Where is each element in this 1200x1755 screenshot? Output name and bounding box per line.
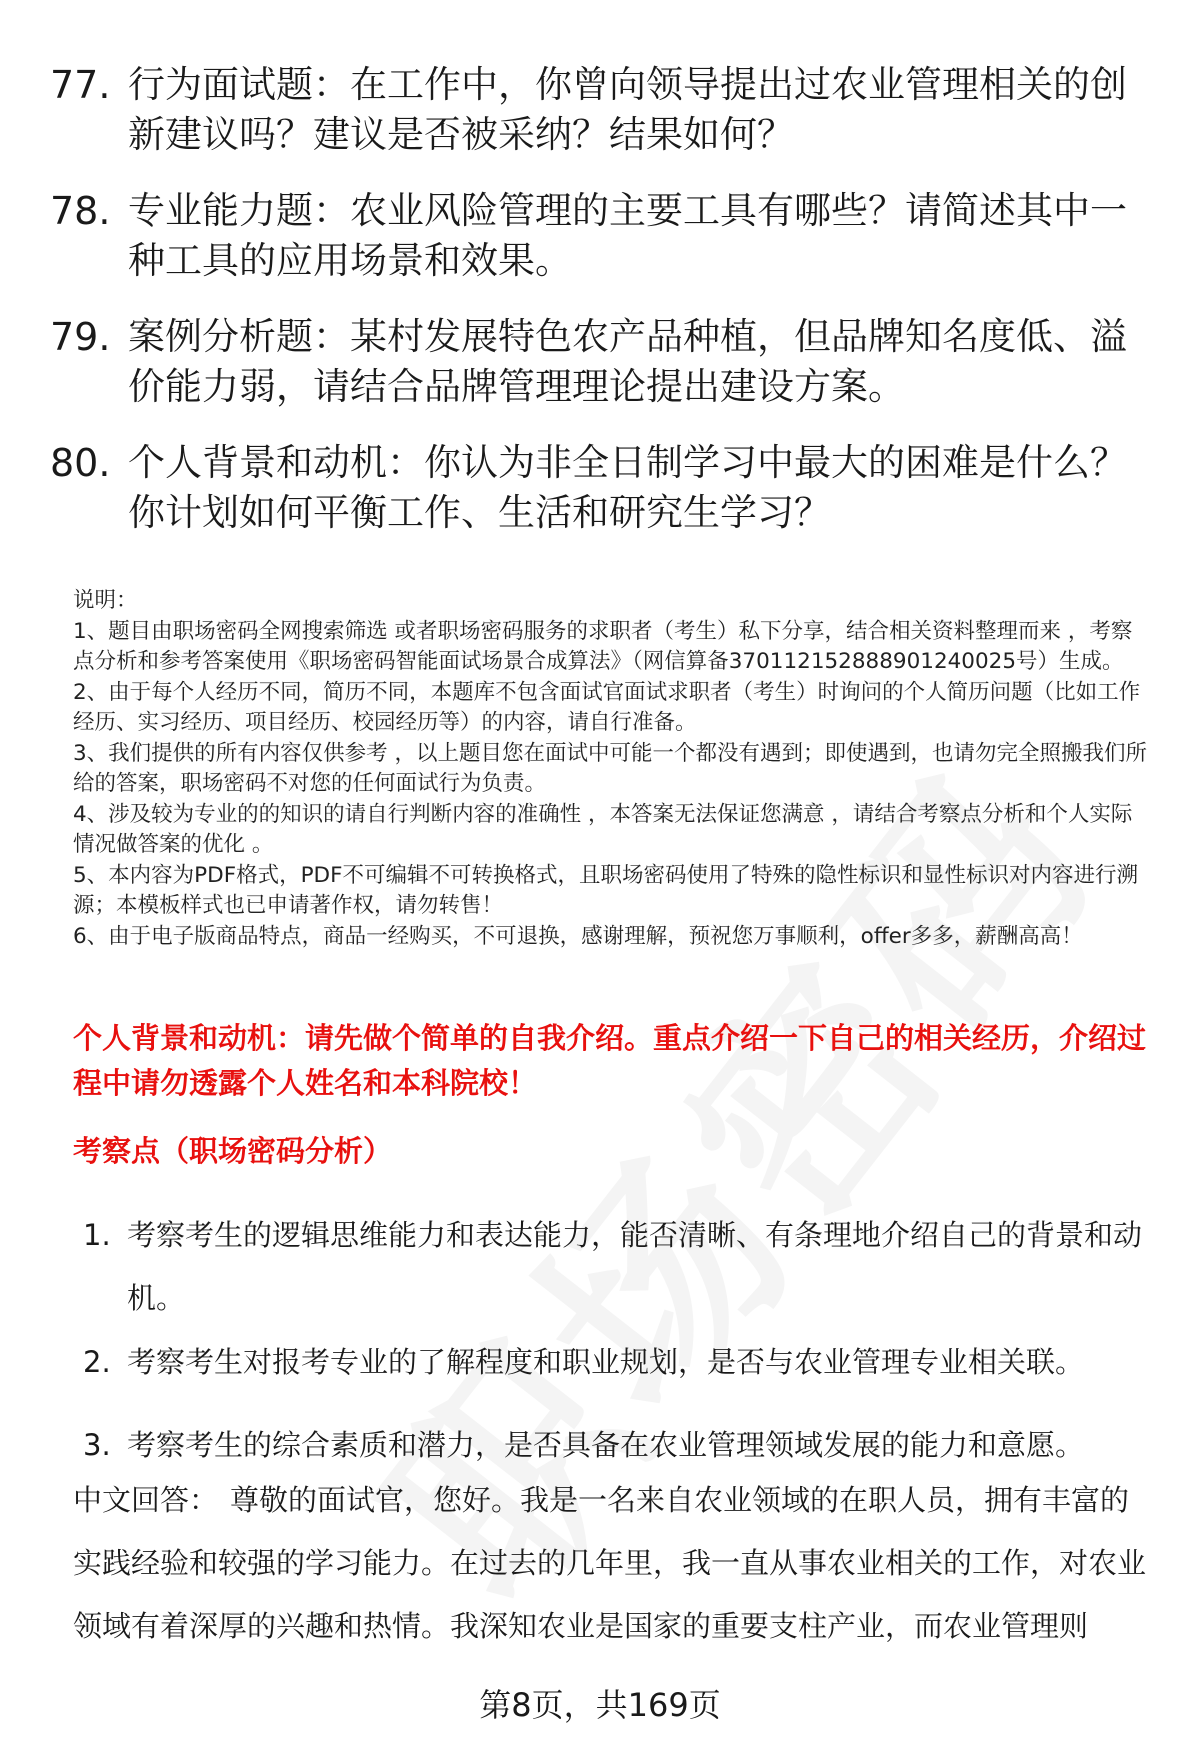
note-item: 5、本内容为PDF格式，PDF不可编辑不可转换格式，且职场密码使用了特殊的隐性标识和显性标识对内容进行溯源；本模板样式也已申请著作权，请勿转售！ xyxy=(73,862,1138,918)
answer-text: 尊敬的面试官，您好。我是一名来自农业领域的在职人员，拥有丰富的实践经验和较强的学习能力。在过去的几年里，我一直从事农业相关的工作，对农业领域有着深厚的兴趣和热情。我深知农业是国家的重要支柱产业，而农业管理则 xyxy=(73,1483,1147,1643)
question-text: 案例分析题：某村发展特色农产品种植，但品牌知名度低、溢价能力弱，请结合品牌管理理论提出建设方案。 xyxy=(128,315,1127,408)
question-79 xyxy=(50,312,1140,412)
question-77 xyxy=(50,60,1140,160)
list-item-text: 考察考生的综合素质和潜力，是否具备在农业管理领域发展的能力和意愿。 xyxy=(127,1428,1085,1462)
list-item xyxy=(83,1414,1153,1477)
question-text: 专业能力题：农业风险管理的主要工具有哪些？请简述其中一种工具的应用场景和效果。 xyxy=(128,189,1127,282)
answer-label: 中文回答： xyxy=(73,1483,219,1517)
note-item: 4、涉及较为专业的的知识的请自行判断内容的准确性 ，本答案无法保证您满意 ，请结合考察点分析和个人实际情况做答案的优化 。 xyxy=(73,801,1133,857)
question-number: 77. xyxy=(50,63,111,107)
question-text: 个人背景和动机：你认为非全日制学习中最大的困难是什么？你计划如何平衡工作、生活和研究生学习？ xyxy=(128,441,1127,534)
list-item xyxy=(83,1204,1153,1330)
list-item-text: 考察考生的逻辑思维能力和表达能力，能否清晰、有条理地介绍自己的背景和动机。 xyxy=(127,1218,1143,1315)
note-item: 3、我们提供的所有内容仅供参考 ，以上题目您在面试中可能一个都没有遇到；即使遇到，也请勿完全照搬我们所给的答案，职场密码不对您的任何面试行为负责。 xyxy=(73,740,1148,796)
list-item-number: 1. xyxy=(83,1218,111,1252)
question-number: 80. xyxy=(50,441,111,485)
note-item: 1、题目由职场密码全网搜索筛选 或者职场密码服务的求职者（考生）私下分享，结合相关资料整理而来 ，考察点分析和参考答案使用《职场密码智能面试场景合成算法》（网信算备370112152888901240025号）生成。 xyxy=(73,618,1133,674)
question-number: 78. xyxy=(50,189,111,233)
list-item-text: 考察考生对报考专业的了解程度和职业规划，是否与农业管理专业相关联。 xyxy=(127,1345,1085,1379)
interview-prompt: 个人背景和动机：请先做个简单的自我介绍。重点介绍一下自己的相关经历，介绍过程中请勿透露个人姓名和本科院校！ xyxy=(73,1021,1147,1100)
assessment-points xyxy=(83,1204,1153,1477)
answer-paragraph xyxy=(73,1469,1155,1658)
notes-block xyxy=(73,586,1153,952)
page-footer: 第8页，共169页 xyxy=(479,1686,721,1724)
notes-title: 说明： xyxy=(73,588,138,613)
list-item-number: 3. xyxy=(83,1428,111,1462)
question-number: 79. xyxy=(50,315,111,359)
section-title: 考察点（职场密码分析） xyxy=(73,1134,393,1168)
question-78 xyxy=(50,186,1140,286)
list-item-number: 2. xyxy=(83,1345,111,1379)
question-80 xyxy=(50,438,1140,538)
note-item: 6、由于电子版商品特点，商品一经购买，不可退换，感谢理解，预祝您万事顺利，offer多多，薪酬高高！ xyxy=(73,923,1083,949)
list-item xyxy=(83,1331,1153,1394)
note-item: 2、由于每个人经历不同，简历不同，本题库不包含面试官面试求职者（考生）时询问的个人简历问题（比如工作经历、实习经历、项目经历、校园经历等）的内容，请自行准备。 xyxy=(73,679,1141,735)
question-text: 行为面试题：在工作中，你曾向领导提出过农业管理相关的创新建议吗？建议是否被采纳？结果如何？ xyxy=(128,63,1127,156)
